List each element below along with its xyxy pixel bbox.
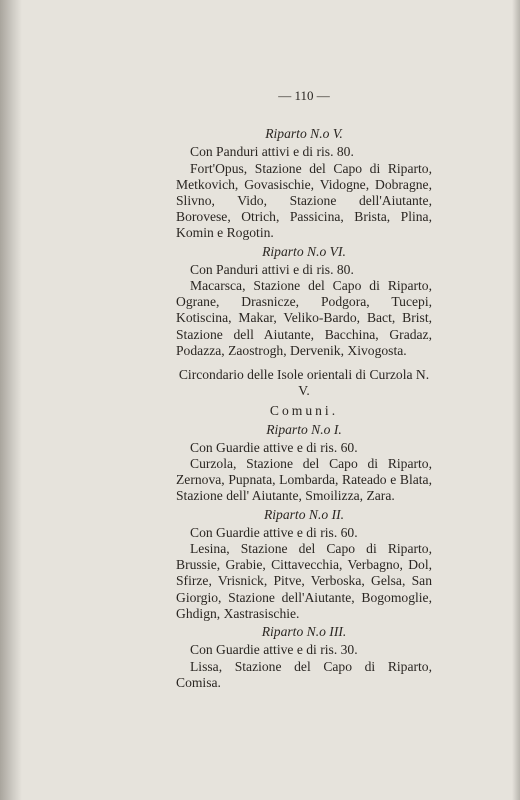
garrison-line: Con Panduri attivi e di ris. 80. xyxy=(190,144,354,160)
comuni-label: Comuni. xyxy=(269,403,339,419)
section-title: Circondario delle Isole orientali di Curzola N. V. xyxy=(178,367,430,399)
places-paragraph: Fort'Opus, Stazione del Capo di Riparto, Metkovich, Govasischie, Vidogne, Dobragne, Slivno, Vido, Stazione dell'Aiutante, Borovese, Otrich, Passicina, Brista, Plina, Komin e Rogotin. xyxy=(176,160,432,241)
garrison-line: Con Guardie attive e di ris. 60. xyxy=(190,439,358,455)
garrison-line: Con Guardie attive e di ris. 60. xyxy=(190,524,358,540)
heading-riparto-i: Riparto N.o I. xyxy=(266,421,342,437)
heading-riparto-iii: Riparto N.o III. xyxy=(261,624,347,640)
places-paragraph: Curzola, Stazione del Capo di Riparto, Zernova, Pupnata, Lombarda, Rateado e Blata, Stazione dell' Aiutante, Smoilizza, Zara. xyxy=(176,456,432,504)
places-paragraph: Lesina, Stazione del Capo di Riparto, Brussie, Grabie, Cittavecchia, Verbagno, Dol, Sfirze, Vrisnick, Pitve, Verboska, Gelsa, San Giorgio, Stazione dell'Aiutante, Bogomoglie, Ghdign, Xastrasischie. xyxy=(176,541,432,621)
garrison-line: Con Panduri attivi e di ris. 80. xyxy=(190,261,354,277)
page-number: — 110 — xyxy=(278,88,330,103)
heading-riparto-v: Riparto N.o V. xyxy=(265,126,343,142)
garrison-line: Con Guardie attive e di ris. 30. xyxy=(190,642,358,658)
heading-riparto-ii: Riparto N.o II. xyxy=(263,506,345,522)
places-paragraph: Macarsca, Stazione del Capo di Riparto, Ograne, Drasnicze, Podgora, Tucepi, Kotiscina, Makar, Veliko-Bardo, Bact, Brist, Stazione dell Aiutante, Bacchina, Gradaz, Podazza, Zaostrogh, Dervenik, Xivogosta. xyxy=(176,278,432,358)
places-paragraph: Lissa, Stazione del Capo di Riparto, Comisa. xyxy=(176,658,432,690)
page-text xyxy=(176,88,432,691)
heading-riparto-vi: Riparto N.o VI. xyxy=(262,243,346,259)
page-edge xyxy=(512,0,520,800)
page-gutter xyxy=(0,0,22,800)
